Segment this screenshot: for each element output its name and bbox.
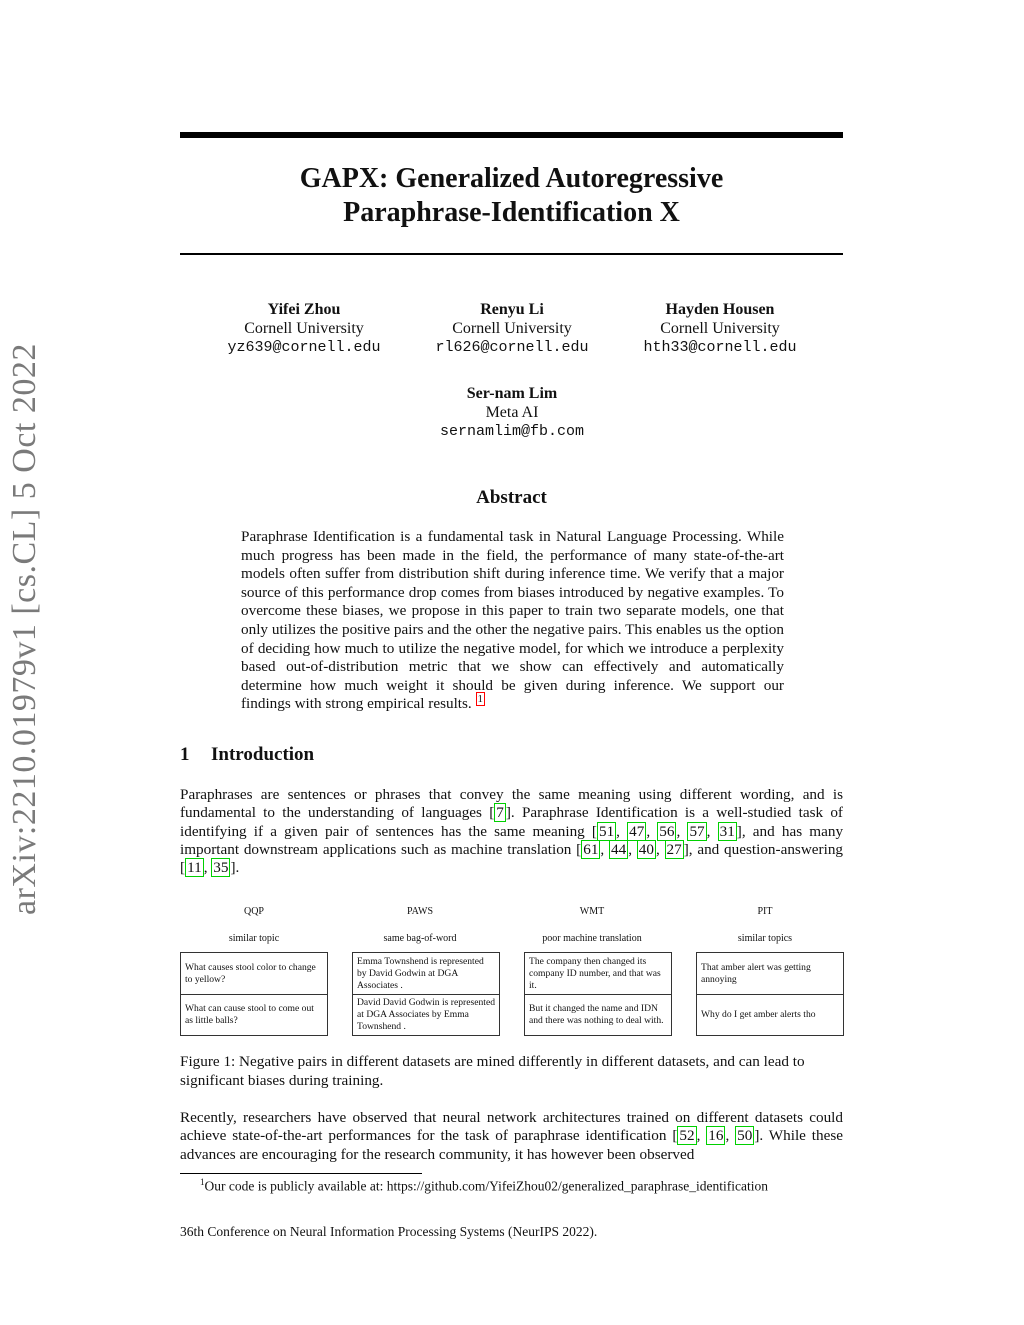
citation-link[interactable]: 56	[659, 822, 675, 840]
figure-sentence: What causes stool color to change to yellow?	[185, 961, 316, 985]
author-block	[194, 300, 414, 357]
citation-link[interactable]: 61	[583, 840, 599, 858]
paragraph-text: Recently, researchers have observed that neural network architectures trained on different datasets could achieve state-of-the-art performances for the task of paraphrase identification [	[180, 1109, 843, 1145]
citation-link[interactable]: 27	[666, 840, 682, 858]
author-email: sernamlim@fb.com	[439, 423, 585, 440]
figure-sentence: The company then changed its company ID number, and that was it.	[529, 955, 661, 991]
author-block	[402, 384, 622, 441]
author-name: Renyu Li	[480, 301, 544, 318]
author-block	[610, 300, 830, 357]
figure-bias-label: same bag-of-word	[383, 933, 457, 944]
author-affiliation: Cornell University	[452, 320, 572, 337]
author-affiliation: Meta AI	[485, 404, 539, 421]
footnote-mark: 1	[200, 1177, 205, 1187]
citation-link[interactable]: 57	[689, 822, 705, 840]
section-title: Introduction	[211, 744, 315, 765]
intro-paragraph-1: Paraphrases are sentences or phrases that convey the same meaning using different wording, and is fundamental to the understanding of languages [ 7 ]. Paraphrase Identification is a well-studied task of identifying if a given pair of sentences has the same meaning [ 51 , 47 , 56 , 57 , 31 ], and has many important downstream applications such as machine translation [ 61 , 44 , 40 , 27 ], and question-answering [ 11 , 35 ].	[180, 786, 844, 877]
figure-caption: Figure 1: Negative pairs in different datasets are mined differently in different datasets, and can lead to significant biases during training.	[180, 1053, 805, 1089]
footnote-text[interactable]: Our code is publicly available at: https://github.com/YifeiZhou02/generalized_paraphrase_identification	[204, 1178, 768, 1194]
citation-link[interactable]: 52	[679, 1127, 695, 1145]
figure-sentence: But it changed the name and IDN and there was nothing to deal with.	[525, 994, 671, 1035]
figure-sentence-pair	[696, 952, 844, 1036]
figure-sentence: David David Godwin is represented at DGA Associates by Emma Townshend .	[353, 994, 499, 1035]
footnote	[200, 1177, 768, 1195]
author-name: Yifei Zhou	[267, 301, 341, 318]
figure-sentence: Why do I get amber alerts tho	[697, 994, 843, 1035]
abstract-body: Paraphrase Identification is a fundamental task in Natural Language Processing. While much progress has been made in the field, the performance of many state-of-the-art models often suffer from distribution shift during inference time. We verify that a major source of this performance drop comes from biases introduced by negative examples. To overcome these biases, we propose in this paper to train two separate models, one that only utilizes the positive pairs and the other the negative pairs. This enables us the option of deciding how much to utilize the negative model, for which we introduce a perplexity based out-of-distribution metric that we show can effectively and automatically determine how much weight it should be given during inference. We support our findings with strong empirical results.	[241, 528, 784, 713]
footnote-link[interactable]: 1	[477, 693, 484, 706]
figure-dataset-label: WMT	[579, 906, 605, 917]
author-email: rl626@cornell.edu	[435, 339, 589, 356]
citation-link[interactable]: 47	[629, 822, 645, 840]
paragraph-text: ], and question-answering [	[180, 840, 844, 877]
paragraph-text: ]. Paraphrase Identification is a well-studied task of identifying if a given pair of sentences has the same meaning [	[180, 804, 843, 840]
figure-dataset-label: PAWS	[406, 906, 434, 917]
citation-link[interactable]: 40	[638, 840, 654, 858]
figure-dataset-label: PIT	[757, 906, 773, 917]
author-name: Ser-nam Lim	[466, 385, 558, 402]
citation-link[interactable]: 35	[213, 859, 229, 877]
paper-title	[180, 162, 843, 230]
author-email: hth33@cornell.edu	[643, 339, 797, 356]
citation-link[interactable]: 50	[737, 1127, 753, 1145]
figure-bias-label: similar topic	[228, 933, 280, 944]
author-email: yz639@cornell.edu	[227, 339, 381, 356]
figure-sentence: Emma Townshend is represented by David Godwin at DGA Associates .	[357, 955, 484, 991]
conference-note: 36th Conference on Neural Information Processing Systems (NeurIPS 2022).	[180, 1224, 598, 1239]
author-name: Hayden Housen	[665, 301, 775, 318]
figure-sentence-pair	[352, 952, 500, 1036]
figure-bias-label: similar topics	[737, 933, 793, 944]
figure-sentence: What can cause stool to come out as little balls?	[181, 994, 327, 1035]
title-line-1: GAPX: Generalized Autoregressive	[299, 163, 724, 194]
paragraph-text: ].	[230, 859, 240, 877]
paragraph-text: Paraphrases are sentences or phrases that convey the same meaning using different wording, and is fundamental to the understanding of languages [	[180, 786, 843, 822]
author-block	[402, 300, 622, 357]
citation-link[interactable]: 51	[598, 822, 615, 840]
citation-link[interactable]: 44	[611, 840, 627, 858]
paragraph-text: ], and has many important downstream applications such as machine translation [	[180, 822, 844, 858]
intro-paragraph-2: Recently, researchers have observed that neural network architectures trained on different datasets could achieve state-of-the-art performances for the task of paraphrase identification [ 52 , 16 , 50 ]. While these advances are encouraging for the research community, it has however been observed	[180, 1109, 844, 1163]
citation-link[interactable]: 31	[719, 822, 735, 840]
figure-bias-label: poor machine translation	[542, 933, 642, 944]
figure-sentence-pair	[180, 952, 328, 1036]
author-affiliation: Cornell University	[660, 320, 780, 337]
figure-sentence: That amber alert was getting annoying	[701, 961, 811, 985]
footnote-rule	[180, 1173, 422, 1174]
section-heading	[180, 744, 314, 766]
abstract-heading: Abstract	[476, 487, 547, 508]
abstract-text	[241, 528, 784, 714]
title-top-rule	[180, 132, 843, 138]
paragraph-text: ]. While these advances are encouraging for the research community, it has however been observed	[180, 1127, 844, 1163]
arxiv-identifier: arXiv:2210.01979v1 [cs.CL] 5 Oct 2022	[6, 343, 43, 915]
citation-link[interactable]: 7	[496, 804, 504, 822]
citation-link[interactable]: 11	[187, 859, 202, 877]
citation-link[interactable]: 16	[708, 1127, 724, 1145]
author-affiliation: Cornell University	[244, 320, 364, 337]
figure-sentence-pair	[524, 952, 672, 1036]
section-number: 1	[180, 744, 190, 765]
figure-dataset-label: QQP	[243, 906, 264, 917]
title-line-2: Paraphrase-Identification X	[343, 197, 680, 228]
title-bottom-rule	[180, 253, 843, 255]
